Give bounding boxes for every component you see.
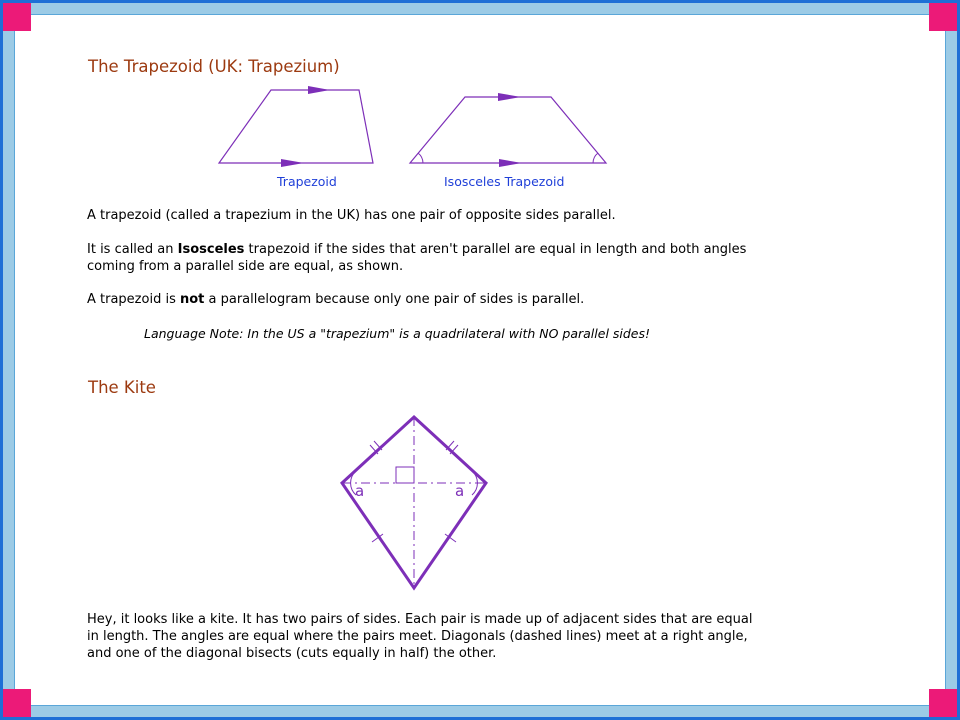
trapezoid-heading: The Trapezoid (UK: Trapezium) <box>88 57 340 76</box>
isosceles-bold-term: Isosceles <box>177 242 245 257</box>
trapezoid-shape <box>219 90 373 163</box>
parallel-arrow-top <box>308 86 330 94</box>
not-bold-term: not <box>179 292 205 307</box>
corner-square-top-right <box>929 3 957 31</box>
frame-band-bottom <box>3 706 957 717</box>
right-angle-mark <box>396 467 414 483</box>
angle-arc-left <box>418 153 423 163</box>
frame-band-left <box>3 3 14 717</box>
not-parallelogram-text-start: A trapezoid is <box>87 292 180 307</box>
parallel-arrow-top <box>498 93 521 101</box>
isosceles-trapezoid-shape <box>410 97 606 163</box>
corner-square-bottom-left <box>3 689 31 717</box>
language-note: Language Note: In the US a "trapezium" is a quadrilateral with NO parallel sides! <box>144 326 651 341</box>
corner-square-top-left <box>3 3 31 31</box>
isosceles-text-start: It is called an <box>87 242 178 257</box>
kite-description: Hey, it looks like a kite. It has two pairs of sides. Each pair is made up of adjacent sides that are equal in length. The angles are equal where the pairs meet. Diagonals (dashed lines) meet at a right angle, and one of the diagonal bisects (cuts equally in half) the other. <box>87 612 753 661</box>
trapezoid-definition: A trapezoid (called a trapezium in the UK) has one pair of opposite sides parallel. <box>87 208 616 223</box>
frame-band-top <box>3 3 957 14</box>
frame-band-right <box>946 3 957 717</box>
trapezoid-diagram <box>214 86 404 166</box>
angle-label-left: a <box>355 482 365 500</box>
corner-square-bottom-right <box>929 689 957 717</box>
parallel-arrow-bottom <box>499 159 522 167</box>
trapezoid-caption: Trapezoid <box>277 174 337 189</box>
not-parallelogram-note <box>87 291 757 308</box>
angle-label-right: a <box>455 482 465 500</box>
kite-diagram <box>334 410 494 590</box>
parallel-arrow-bottom <box>281 159 304 167</box>
isosceles-explanation <box>87 241 757 275</box>
not-parallelogram-text-end: a parallelogram because only one pair of sides is parallel. <box>204 292 585 307</box>
isosceles-trapezoid-caption: Isosceles Trapezoid <box>444 174 565 189</box>
kite-heading: The Kite <box>88 378 156 397</box>
angle-arc-right <box>593 153 598 163</box>
isosceles-trapezoid-diagram <box>405 93 615 173</box>
isosceles-text-end: trapezoid if the sides that aren't parallel are equal in length and both angles coming from a parallel side are equal, as shown. <box>87 242 747 274</box>
